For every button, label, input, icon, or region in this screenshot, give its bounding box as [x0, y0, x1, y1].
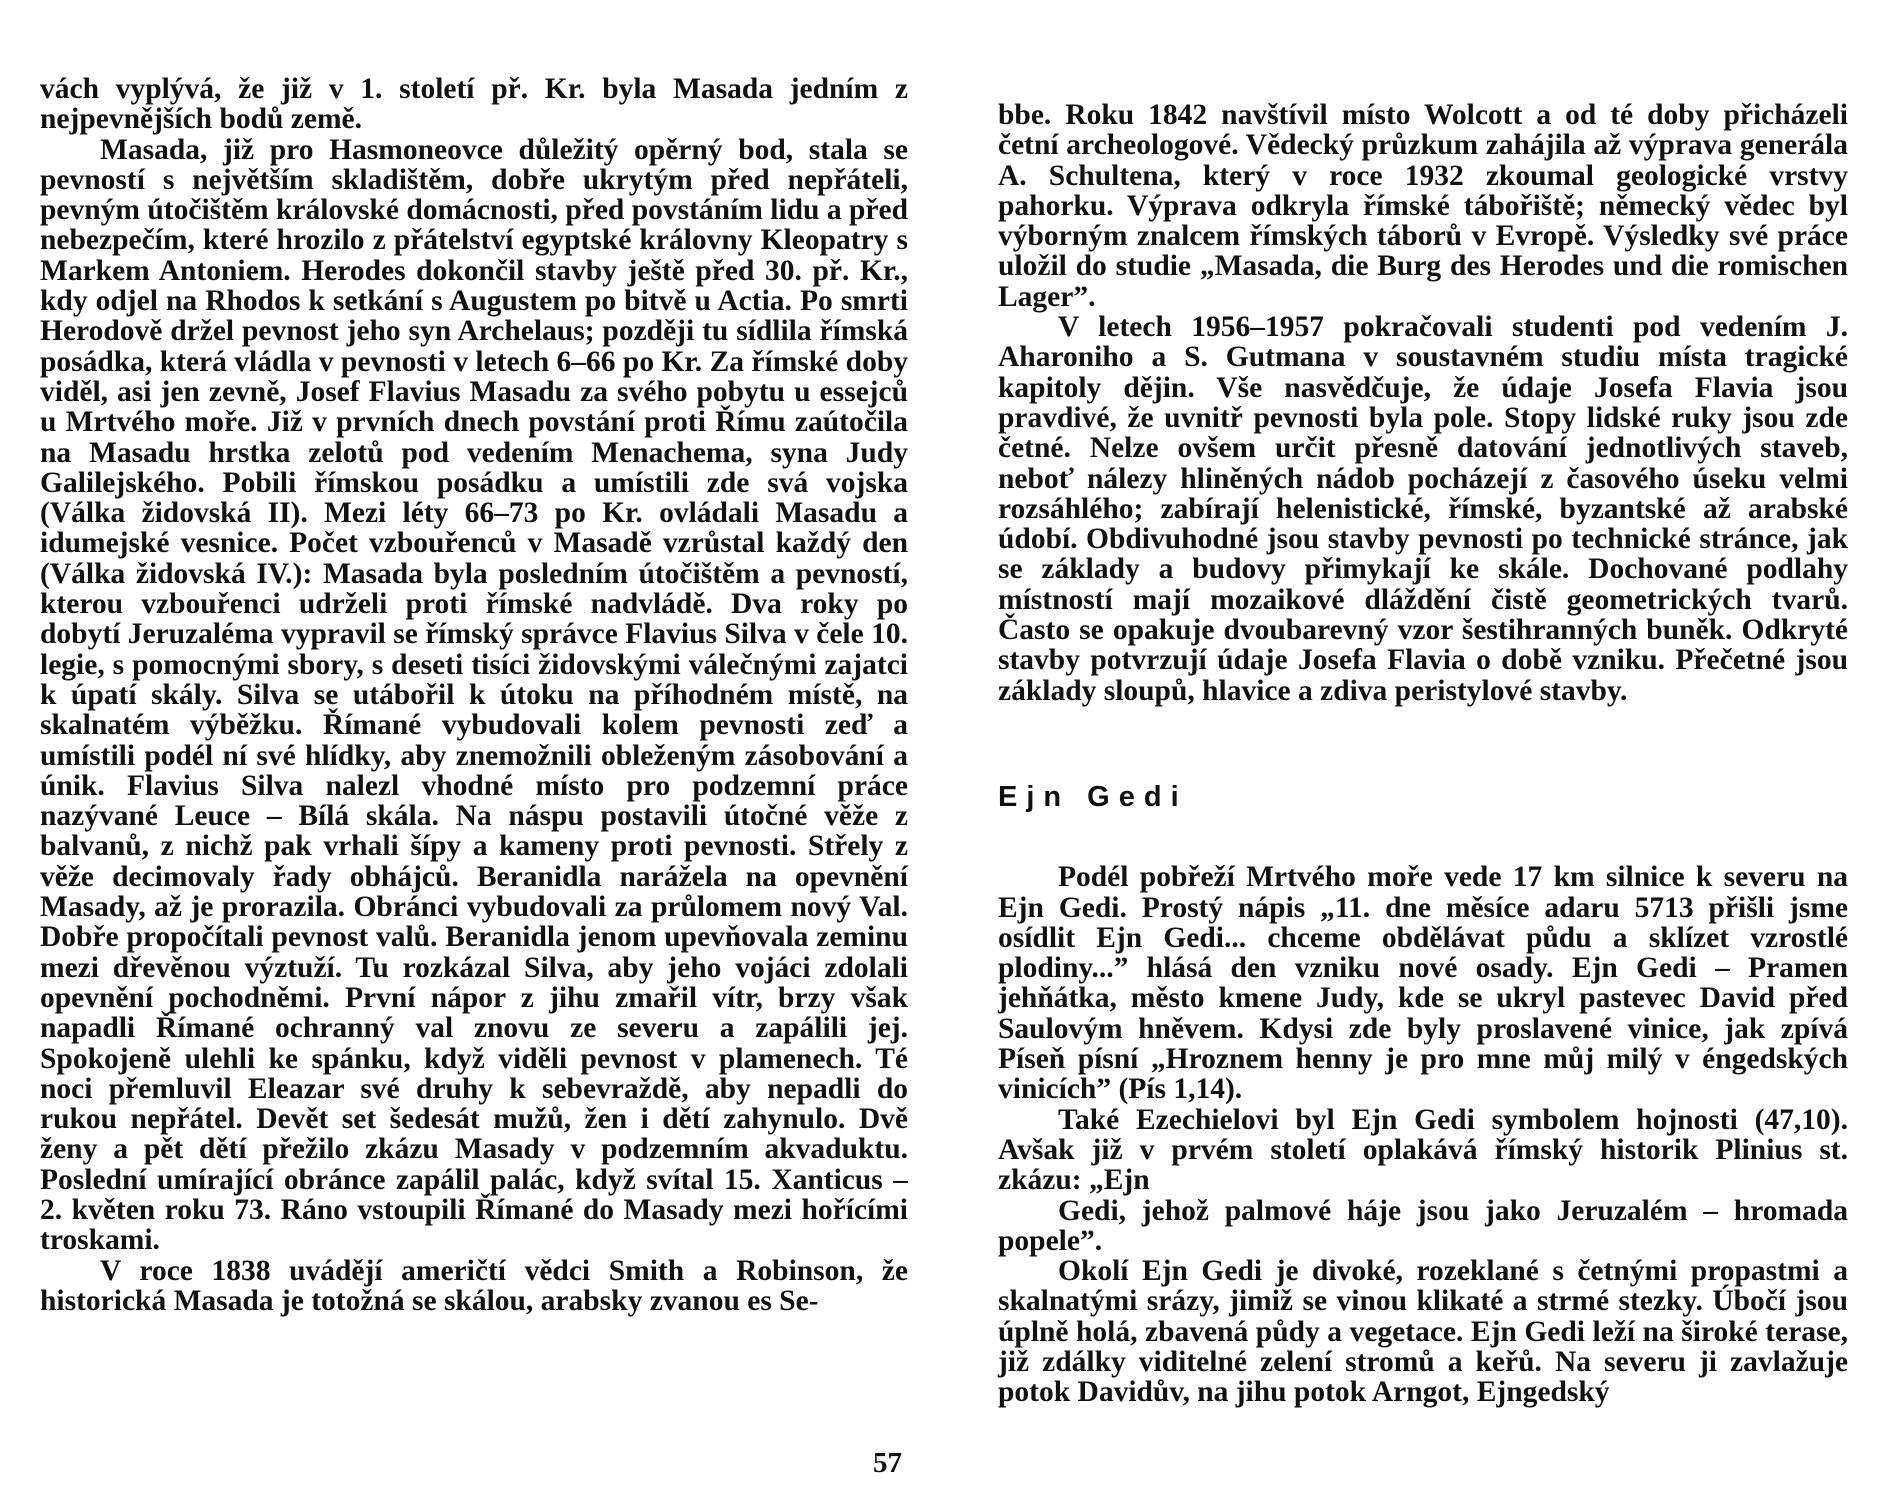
paragraph: V letech 1956–1957 pokračovali studenti pod vedením J. Aharoniho a S. Gutmana v soustavném studiu místa tragické kapitoly dějin. Vše nasvědčuje, že údaje Josefa Flavia jsou pravdivé, že uvnitř pevnosti byla pole. Stopy lidské ruky jsou zde četné. Nelze ovšem určit přesně datování jednotlivých staveb, neboť nálezy hliněných nádob pocházejí z časového úseku velmi rozsáhlého; zabírají helenistické, římské, byzantské až arabské údobí. Obdivuhodné jsou stavby pevnosti po technické stránce, jak se základy a budovy přimykají ke skále. Dochované podlahy místností mají mozaikové dláždění čistě geometrických tvarů. Často se opakuje dvoubarevný vzor šestihranných buněk. Odkryté stavby potvrzují údaje Josefa Flavia o době vzniku. Přečetné jsou základy sloupů, hlavice a zdiva peristylové stavby.: [998, 311, 1848, 707]
paragraph: V roce 1838 uvádějí američtí vědci Smith a Robinson, že historická Masada je totožná se skálou, arabsky zvanou es Se-: [40, 1254, 908, 1317]
paragraph: Také Ezechielovi byl Ejn Gedi symbolem hojnosti (47,10). Avšak již v prvém století oplakává římský historik Plinius st. zkázu: „Ejn: [998, 1103, 1848, 1197]
paragraph: bbe. Roku 1842 navštívil místo Wolcott a od té doby přicházeli četní archeologové. Vědecký průzkum zahájila až výprava generála A. Schultena, který v roce 1932 zkoumal geologické vrstvy pahorku. Výprava odkryla římské tábořiště; německý vědec byl výborným znalcem římských táborů v Evropě. Výsledky své práce uložil do studie „Masada, die Burg des Herodes und die romischen Lager”.: [998, 99, 1848, 313]
right-text-column: [998, 100, 1848, 1408]
page-number: 57: [873, 1447, 902, 1479]
paragraph: Okolí Ejn Gedi je divoké, rozeklané s četnými propastmi a skalnatými srázy, jimiž se vinou klikaté a strmé stezky. Úbočí jsou úplně holá, zbavená půdy a vegetace. Ejn Gedi leží na široké terase, již zdálky viditelné zelení stromů a keřů. Na severu ji zavlažuje potok Davidův, na jihu potok Arngot, Ejngedský: [998, 1255, 1848, 1409]
paragraph: Masada, již pro Hasmoneovce důležitý opěrný bod, stala se pevností s největším skladištěm, dobře ukrytým před nepřáteli, pevným útočištěm královské domácnosti, před povstáním lidu a před nebezpečím, které hrozilo z přátelství egyptské královny Kleopatry s Markem Antoniem. Herodes dokončil stavby ještě před 30. př. Kr., kdy odjel na Rhodos k setkání s Augustem po bitvě u Actia. Po smrti Herodově držel pevnost jeho syn Archelaus; později tu sídlila římská posádka, která vládla v pevnosti v letech 6–66 po Kr. Za římské doby viděl, asi jen zevně, Josef Flavius Masadu za svého pobytu u essejců u Mrtvého moře. Již v prvních dnech povstání proti Římu zaútočila na Masadu hrstka zelotů pod vedením Menachema, syna Judy Galilejského. Pobili římskou posádku a umístili zde svá vojska (Válka židovská II). Mezi léty 66–73 po Kr. ovládali Masadu a idumejské vesnice. Počet vzbouřenců v Masadě vzrůstal každý den (Válka židovská IV.): Masada byla posledním útočištěm a pevností, kterou vzbouřenci udrželi proti římské nadvládě. Dva roky po dobytí Jeruzaléma vypravil se římský správce Flavius Silva v čele 10. legie, s pomocnými sbory, s deseti tisíci židovskými válečnými zajatci k úpatí skály. Silva se utábořil k útoku na příhodném místě, na skalnatém výběžku. Římané vybudovali kolem pevnosti zeď a umístili podél ní své hlídky, aby znemožnili obleženým zásobování a únik. Flavius Silva nalezl vhodné místo pro podzemní práce nazývané Leuce – Bílá skála. Na náspu postavili útočné věže z balvanů, z nichž pak vrhali šípy a kameny proti pevnosti. Střely z věže decimovaly řady obhájců. Beranidla narážela na opevnění Masady, až je prorazila. Obránci vybudovali za průlomem nový Val. Dobře propočítali pevnost valů. Beranidla jenom upevňovala zeminu mezi dřevěnou výztuží. Tu rozkázal Silva, aby jeho vojáci zdolali opevnění pochodněmi. První nápor z jihu zmařil vítr, brzy však napadli Římané ochranný val znovu ze severu a zapálili jej. Spokojeně ulehli ke spánku, když viděli pevnost v plamenech. Té noci přemluvil Eleazar své druhy k sebevraždě, aby nepadli do rukou nepřátel. Devět set šedesát mužů, žen i dětí zahynulo. Dvě ženy a pět dětí přežilo zkázu Masady v podzemním akvaduktu. Poslední umírající obránce zapálil palác, když svítal 15. Xanticus – 2. květen roku 73. Ráno vstoupili Římané do Masady mezi hořícími troskami.: [40, 133, 908, 1257]
paragraph: Gedi, jehož palmové háje jsou jako Jeruzalém – hromada popele”.: [998, 1194, 1848, 1257]
left-text-column: [40, 74, 908, 1316]
right-page: [946, 0, 1892, 1500]
paragraph: Podél pobřeží Mrtvého moře vede 17 km silnice k severu na Ejn Gedi. Prostý nápis „11. dne měsíce adaru 5713 přišli jsme osídlit Ejn Gedi... chceme obdělávat půdu a sklízet vzrostlé plodiny...” hlásá den vzniku nové osady. Ejn Gedi – Pramen jehňátka, město kmene Judy, kde se ukryl pastevec David před Saulovým hněvem. Kdysi zde byly proslavené vinice, jak zpívá Píseň písní „Hroznem henny je pro mne můj milý v éngedských vinicích” (Pís 1,14).: [998, 861, 1848, 1106]
section-heading: Ejn Gedi: [998, 780, 1188, 813]
paragraph: vách vyplývá, že již v 1. století př. Kr. byla Masada jedním z nejpevnějších bodů země.: [40, 73, 908, 136]
